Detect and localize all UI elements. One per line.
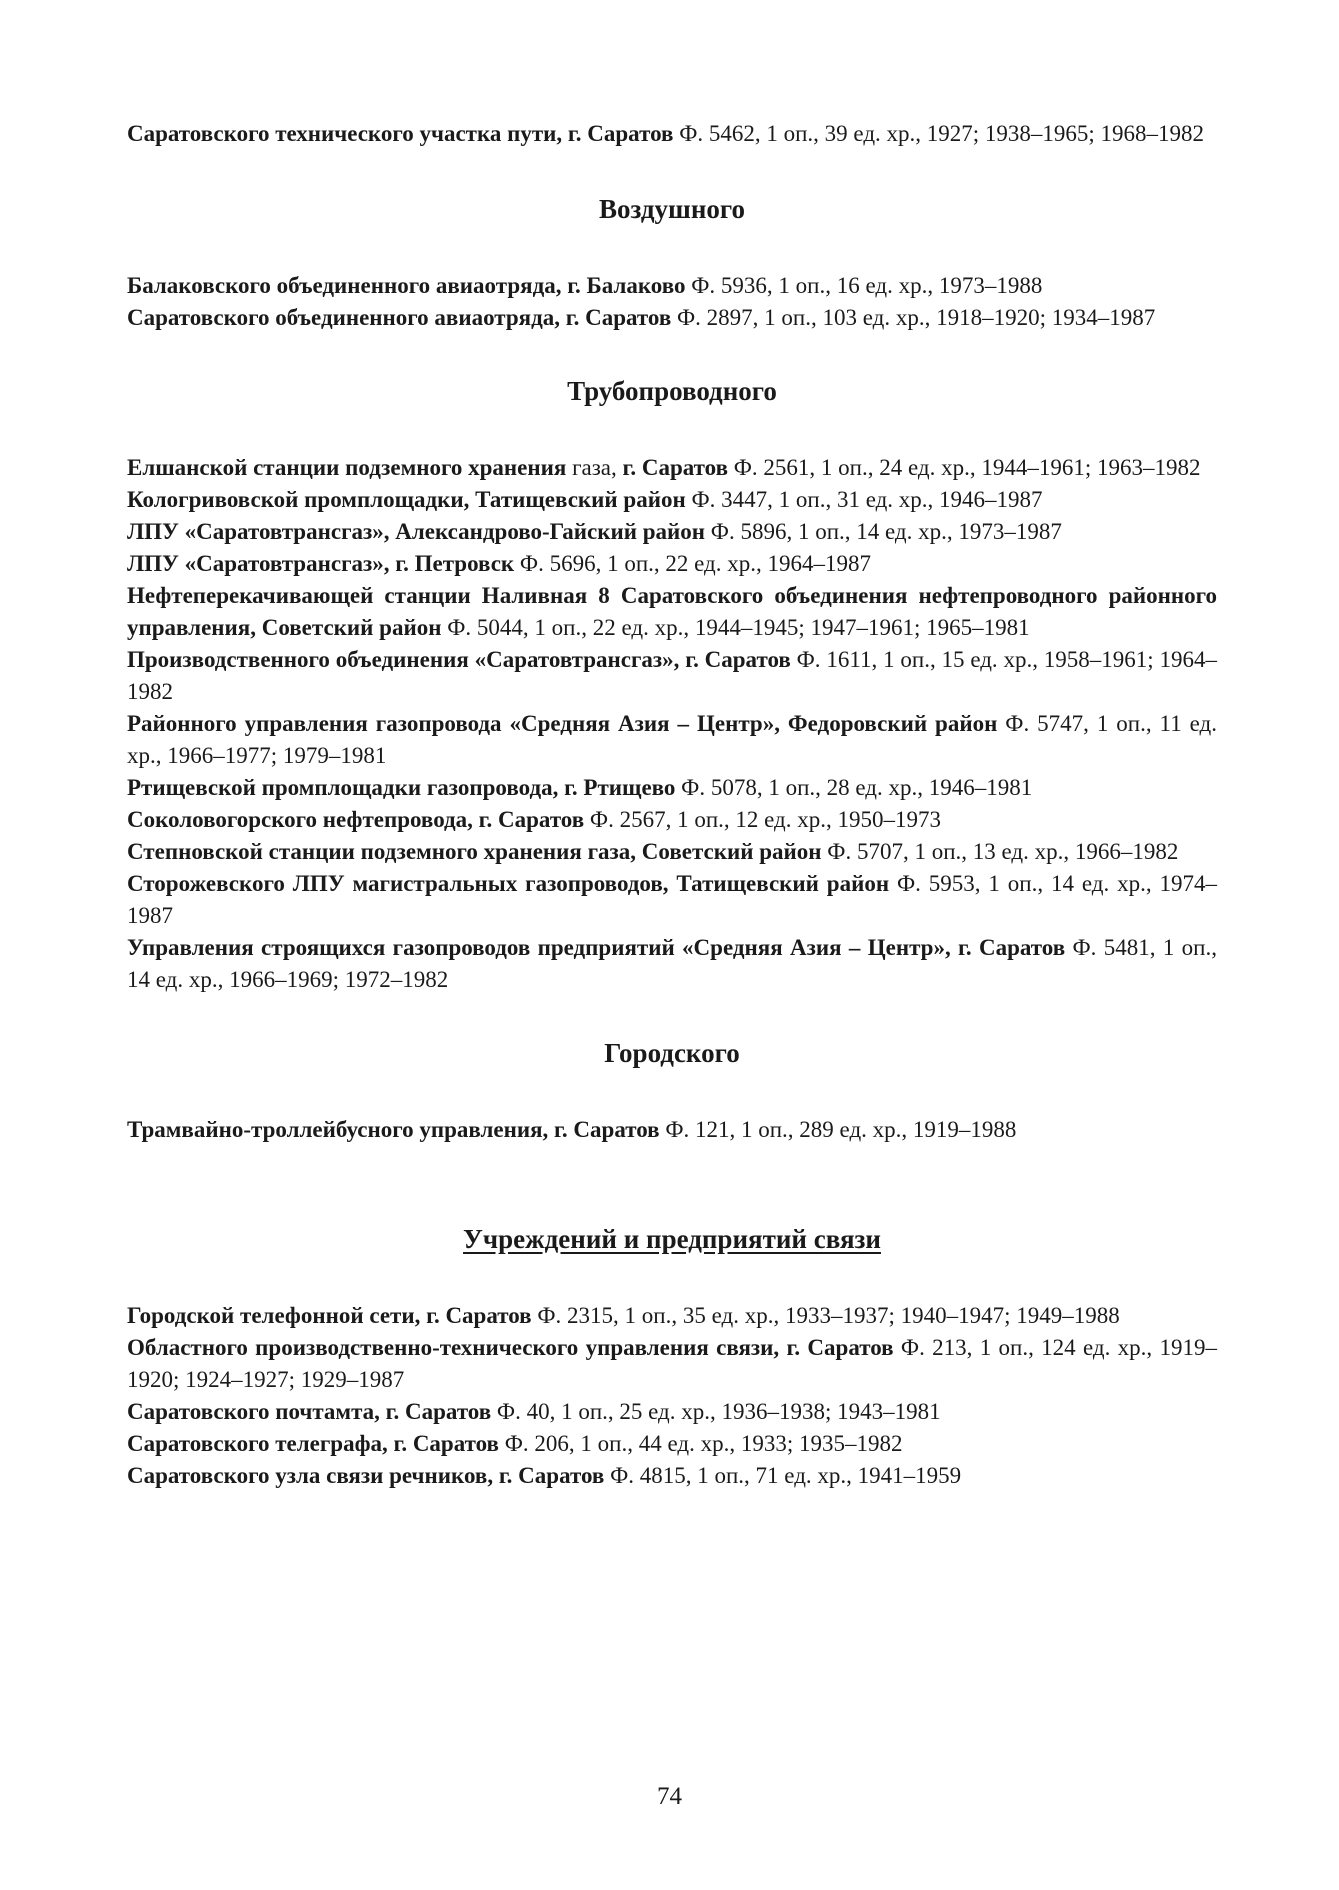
entry-name: Трамвайно-троллейбусного управления, г. Саратов [127,1117,660,1142]
entry-name: Городской телефонной сети, г. Саратов [127,1303,532,1328]
entry-detail: Ф. 4815, 1 оп., 71 ед. хр., 1941–1959 [604,1463,962,1488]
entry-detail: Ф. 5044, 1 оп., 22 ед. хр., 1944–1945; 1947–1961; 1965–1981 [441,615,1030,640]
entry-name: Сторожевского ЛПУ магистральных газопроводов, Татищевский район [127,871,890,896]
entry-detail: Ф. 5747, 1 оп., 11 ед. хр., 1966–1977; 1979–1981 [127,711,1218,768]
entry-name: Управления строящихся газопроводов предприятий «Средняя Азия – Центр», г. Саратов [127,935,1066,960]
entry-name: ЛПУ «Саратовтрансгаз», Александрово-Гайский район [127,519,706,544]
entry-name: Елшанской станции подземного хранения [127,455,567,480]
entry-name: Саратовского телеграфа, г. Саратов [127,1431,499,1456]
entry-detail: Ф. 2561, 1 оп., 24 ед. хр., 1944–1961; 1963–1982 [728,455,1201,480]
list-item [127,516,1217,548]
list-item [127,868,1217,932]
section-title-city: Городского [604,1038,740,1068]
list-item [127,302,1217,334]
section-title-air: Воздушного [599,194,745,224]
page-number: 74 [657,1783,682,1810]
entry-name: Саратовского объединенного авиаотряда, г. Саратов [127,305,672,330]
entry-name: Нефтеперекачивающей станции Наливная 8 Саратовского объединения нефтепроводного районного управления, Советский район [127,583,1217,640]
entry-detail: Ф. 3447, 1 оп., 31 ед. хр., 1946–1987 [685,487,1043,512]
list-item [127,1460,1217,1492]
entry-name: Степновской станции подземного хранения газа, Советский район [127,839,822,864]
list-item [127,118,1217,150]
entry-detail: Ф. 5078, 1 оп., 28 ед. хр., 1946–1981 [675,775,1033,800]
entry-name: Соколовогорского нефтепровода, г. Саратов [127,807,585,832]
entry-detail: Ф. 121, 1 оп., 289 ед. хр., 1919–1988 [659,1117,1017,1142]
entry-name: Районного управления газопровода «Средняя Азия – Центр», Федоровский район [127,711,998,736]
entry-name-location: г. Саратов [622,455,729,480]
list-item [127,772,1217,804]
entry-name: ЛПУ «Саратовтрансгаз», г. Петровск [127,551,515,576]
entry-detail: Ф. 5896, 1 оп., 14 ед. хр., 1973–1987 [705,519,1062,544]
entry-detail: Ф. 5707, 1 оп., 13 ед. хр., 1966–1982 [821,839,1179,864]
list-item [127,1114,1217,1146]
entry-name: Балаковского объединенного авиаотряда, г. Балаково [127,273,686,298]
entry-detail: Ф. 1611, 1 оп., 15 ед. хр., 1958–1961; 1964–1982 [127,647,1217,704]
list-item [127,708,1217,772]
list-item [127,932,1217,996]
list-item [127,452,1217,484]
list-item [127,548,1217,580]
entry-detail: Ф. 5481, 1 оп., 14 ед. хр., 1966–1969; 1972–1982 [127,935,1217,992]
list-item [127,644,1217,708]
list-item [127,1300,1217,1332]
entry-name: Саратовского технического участка пути, г. Саратов [127,121,674,146]
entry-detail: Ф. 2897, 1 оп., 103 ед. хр., 1918–1920; 1934–1987 [671,305,1156,330]
section-title-communications: Учреждений и предприятий связи [463,1224,881,1254]
entry-name: Производственного объединения «Саратовтрансгаз», г. Саратов [127,647,791,672]
entry-detail: Ф. 213, 1 оп., 124 ед. хр., 1919–1920; 1924–1927; 1929–1987 [127,1335,1218,1392]
entry-name: Областного производственно-технического управления связи, г. Саратов [127,1335,894,1360]
entry-detail: Ф. 2567, 1 оп., 12 ед. хр., 1950–1973 [584,807,942,832]
entry-detail: Ф. 5462, 1 оп., 39 ед. хр., 1927; 1938–1965; 1968–1982 [673,121,1205,146]
entry-detail: Ф. 5953, 1 оп., 14 ед. хр., 1974–1987 [127,871,1217,928]
entry-name: Саратовского узла связи речников, г. Саратов [127,1463,605,1488]
list-item [127,836,1217,868]
entry-name: Саратовского почтамта, г. Саратов [127,1399,492,1424]
entry-name: Ртищевской промплощадки газопровода, г. Ртищево [127,775,676,800]
section-title-pipeline: Трубопроводного [567,376,777,406]
list-item [127,1332,1217,1396]
entry-name: Кологривовской промплощадки, Татищевский район [127,487,686,512]
entry-detail: Ф. 5936, 1 оп., 16 ед. хр., 1973–1988 [685,273,1043,298]
entry-detail: Ф. 2315, 1 оп., 35 ед. хр., 1933–1937; 1940–1947; 1949–1988 [531,1303,1120,1328]
entry-detail: Ф. 5696, 1 оп., 22 ед. хр., 1964–1987 [514,551,872,576]
list-item [127,580,1217,644]
list-item [127,270,1217,302]
entry-detail: Ф. 206, 1 оп., 44 ед. хр., 1933; 1935–1982 [498,1431,903,1456]
list-item [127,484,1217,516]
list-item [127,1396,1217,1428]
list-item [127,1428,1217,1460]
document-page [127,118,1217,1492]
list-item [127,804,1217,836]
entry-detail: газа, [566,455,623,480]
entry-detail: Ф. 40, 1 оп., 25 ед. хр., 1936–1938; 1943–1981 [491,1399,941,1424]
